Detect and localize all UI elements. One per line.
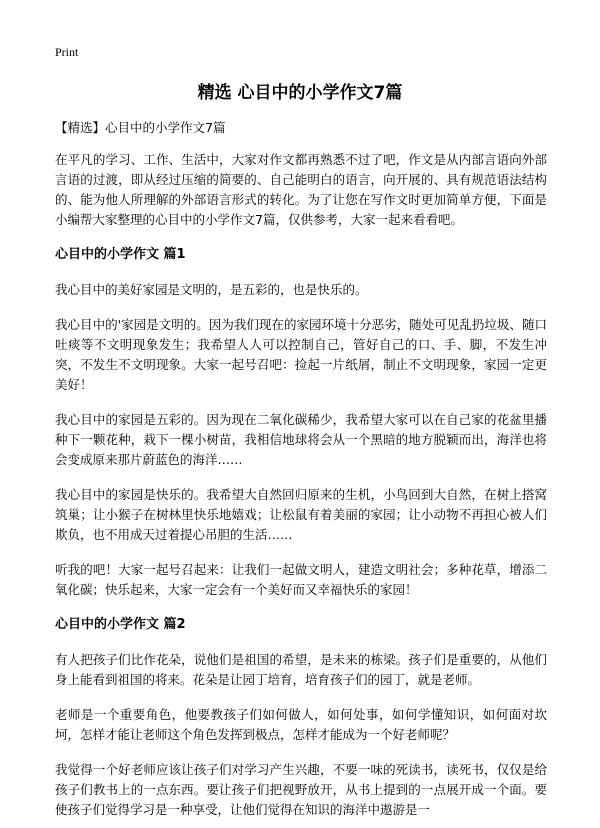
paragraph: 有人把孩子们比作花朵，说他们是祖国的希望，是未来的栋梁。孩子们是重要的，从他们身上能看到祖国的将来。花朵是让园丁培育，培育孩子们的园丁，就是老师。 bbox=[55, 652, 547, 687]
intro-paragraph: 在平凡的学习、工作、生活中，大家对作文都再熟悉不过了吧，作文是从内部言语向外部言语的过渡，即从经过压缩的简要的、自己能明白的语言，向开展的、具有规范语法结构的、能为他人所理解的外部语言形式的转化。为了让您在写作文时更加简单方便，下面是小编帮大家整理的心目中的小学作文7篇，仅供参考，大家一起来看看吧。 bbox=[55, 152, 547, 227]
document-subtitle: 【精选】心目中的小学作文7篇 bbox=[55, 120, 226, 135]
print-label[interactable]: Print bbox=[55, 45, 79, 59]
paragraph: 听我的吧！大家一起号召起来：让我们一起做文明人，建造文明社会；多种花草，增添二氧化碳；快乐起来，大家一定会有一个美好而又幸福快乐的家园！ bbox=[55, 562, 547, 597]
section-heading-2: 心目中的小学作文 篇2 bbox=[55, 617, 186, 632]
paragraph: 我心目中的家园是五彩的。因为现在二氧化碳稀少，我希望大家可以在自己家的花盆里播种下一颗花种，栽下一棵小树苗，我相信地球将会从一个黑暗的地方脱颖而出，海洋也将会变成原来那片蔚蓝色的海洋…… bbox=[55, 412, 547, 467]
paragraph: 我心目中的美好家园是文明的，是五彩的，也是快乐的。 bbox=[55, 282, 368, 297]
page-title: 精选 心目中的小学作文7篇 bbox=[197, 83, 403, 103]
document-body bbox=[55, 118, 547, 828]
paragraph: 我觉得一个好老师应该让孩子们对学习产生兴趣，不要一味的死读书，读死书，仅仅是给孩子们教书上的一点东西。要让孩子们把视野放开，从书上提到的一点展开成一个面。要使孩子们觉得学习是一种享受，让他们觉得在知识的海洋中遨游是一 bbox=[55, 762, 547, 817]
paragraph: 老师是一个重要角色，他要教孩子们如何做人，如何处事，如何学懂知识，如何面对坎坷，怎样才能让老师这个角色发挥到极点，怎样才能成为一个好老师呢？ bbox=[55, 707, 547, 742]
section-heading-1: 心目中的小学作文 篇1 bbox=[55, 247, 186, 262]
paragraph: 我心目中的'家园是文明的。因为我们现在的家园环境十分恶劣，随处可见乱扔垃圾、随口吐痰等不文明现象发生；我希望人人可以控制自己，管好自己的口、手、脚，不发生冲突，不发生不文明现象。大家一起号召吧：捡起一片纸屑，制止不文明现象，家园一定更美好！ bbox=[55, 317, 547, 392]
paragraph: 我心目中的家园是快乐的。我希望大自然回归原来的生机，小鸟回到大自然，在树上搭窝筑巢；让小猴子在树林里快乐地嬉戏；让松鼠有着美丽的家园；让小动物不再担心被人们欺负，也不用成天过着提心吊胆的生活…… bbox=[55, 487, 547, 542]
